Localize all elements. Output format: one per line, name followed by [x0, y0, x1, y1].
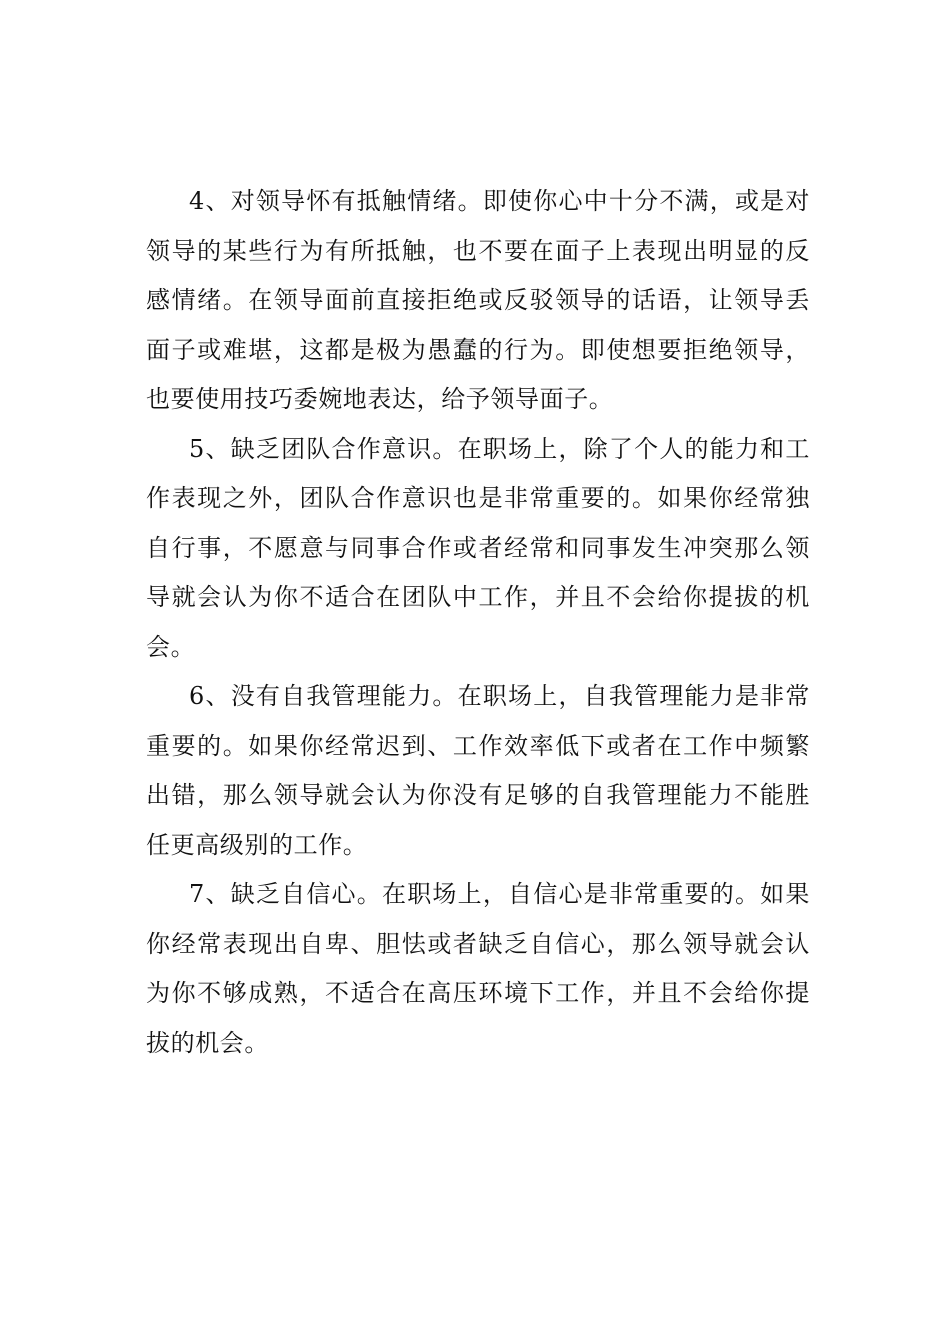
paragraph-5: 5、缺乏团队合作意识。在职场上，除了个人的能力和工作表现之外，团队合作意识也是非常重要的。如果你经常独自行事，不愿意与同事合作或者经常和同事发生冲突那么领导就会认为你不适合在团队中工作，并且不会给你提拔的机会。 [146, 434, 810, 661]
paragraph-7: 7、缺乏自信心。在职场上，自信心是非常重要的。如果你经常表现出自卑、胆怯或者缺乏自信心，那么领导就会认为你不够成熟，不适合在高压环境下工作，并且不会给你提拔的机会。 [146, 880, 810, 1057]
paragraph-4: 4、对领导怀有抵触情绪。即使你心中十分不满，或是对领导的某些行为有所抵触，也不要在面子上表现出明显的反感情绪。在领导面前直接拒绝或反驳领导的话语，让领导丢面子或难堪，这都是极为愚蠢的行为。即使想要拒绝领导，也要使用技巧委婉地表达，给予领导面子。 [146, 187, 810, 413]
paragraph-6: 6、没有自我管理能力。在职场上，自我管理能力是非常重要的。如果你经常迟到、工作效率低下或者在工作中频繁出错，那么领导就会认为你没有足够的自我管理能力不能胜任更高级别的工作。 [146, 682, 810, 859]
document-body [146, 177, 810, 1068]
